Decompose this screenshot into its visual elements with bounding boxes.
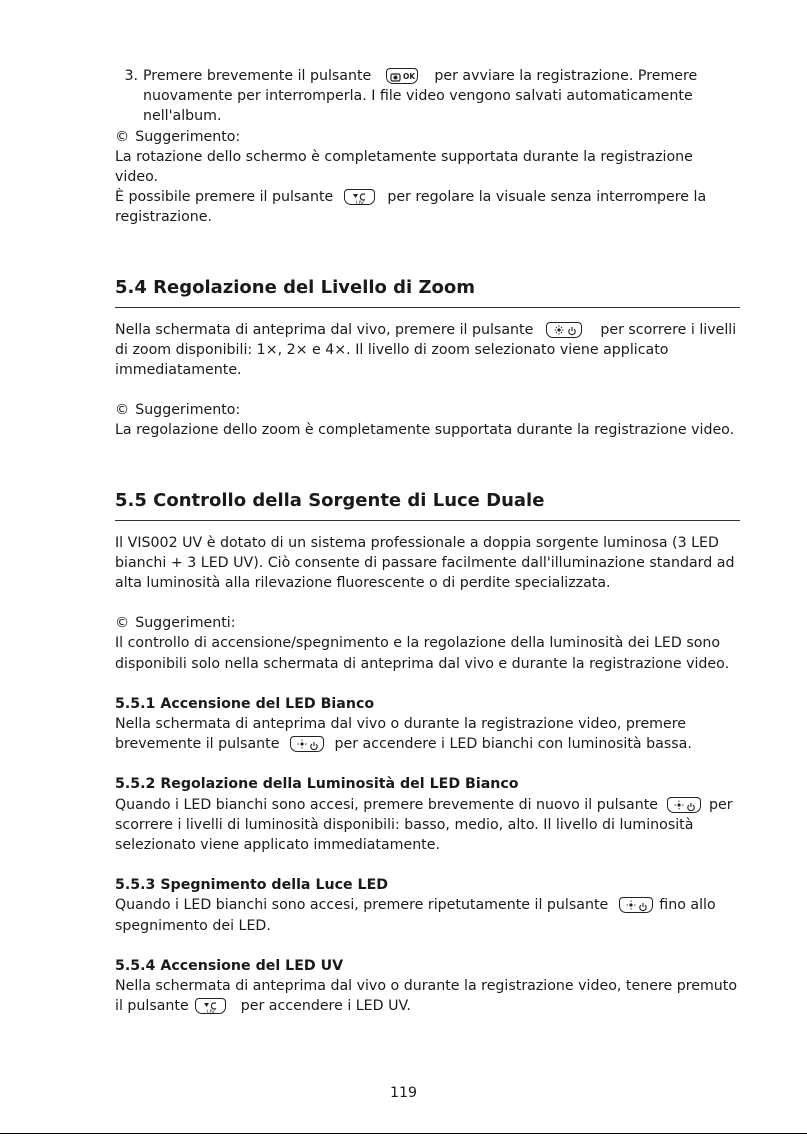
section-5-5-2-title: 5.5.2 Regolazione della Luminosità del LED Bianco — [115, 776, 519, 793]
section-5-5-3-body — [115, 895, 740, 935]
light-power-button-icon — [290, 736, 324, 752]
tip-label: Suggerimento: — [135, 402, 241, 419]
step-number: 3. — [124, 68, 138, 84]
tip-3-body: Il controllo di accensione/spegnimento e la regolazione della luminosità dei LED sono disponibili solo nella schermata di anteprima dal vivo e durante la registrazione video. — [115, 635, 730, 672]
tip-2-body: La regolazione dello zoom è completamente supportata durante la registrazione video. — [115, 422, 735, 439]
tip-1-text-before: È possibile premere il pulsante — [115, 189, 334, 206]
s553-text-after: fino allo spegnimento dei LED. — [115, 897, 716, 934]
tip-1-text-after: per regolare la visuale senza interrompere la registrazione. — [115, 189, 707, 226]
step-3 — [115, 66, 740, 127]
step-3-text-before: Premere brevemente il pulsante — [143, 68, 372, 84]
tip-icon: © — [115, 128, 130, 145]
tip-label: Suggerimenti: — [135, 615, 236, 632]
uv-capture-button-icon — [344, 189, 375, 205]
page-number: 119 — [389, 1085, 418, 1101]
tip-1-line: La rotazione dello schermo è completamente supportata durante la registrazione video. — [115, 148, 693, 186]
step-3-text-after: per avviare la registrazione. Premere nuovamente per interromperla. I file video vengono salvati automaticamente nell'album. — [143, 68, 698, 125]
section-5-5-title: 5.5 Controllo della Sorgente di Luce Duale — [115, 489, 740, 521]
s554-text-before: Nella schermata di anteprima dal vivo o durante la registrazione video, tenere premuto il pulsante — [115, 978, 738, 1015]
s551-text-before: Nella schermata di anteprima dal vivo o durante la registrazione video, premere brevemente il pulsante — [115, 716, 686, 753]
light-power-button-icon — [667, 797, 701, 813]
section-5-5-intro: Il VIS002 UV è dotato di un sistema professionale a doppia sorgente luminosa (3 LED bianchi + 3 LED UV). Ciò consente di passare facilmente dall'illuminazione standard ad alta luminosità alla rilevazione fluorescente o di perdite specializzata. — [115, 534, 735, 592]
tip-3-heading — [115, 613, 740, 633]
section-5-4-body — [115, 320, 740, 381]
s54-text-after: per scorrere i livelli di zoom disponibili: 1×, 2× e 4×. Il livello di zoom selezionato viene applicato immediatamente. — [115, 321, 737, 379]
section-5-5-2-body — [115, 795, 740, 856]
s54-text-before: Nella schermata di anteprima dal vivo, premere il pulsante — [115, 321, 534, 338]
tip-icon: © — [115, 402, 130, 419]
section-5-4-title: 5.4 Regolazione del Livello di Zoom — [115, 276, 740, 308]
uv-capture-button-icon — [195, 998, 226, 1014]
light-power-button-icon — [619, 897, 653, 913]
s554-text-after: per accendere i LED UV. — [240, 998, 411, 1015]
svg-text:UV: UV — [355, 200, 364, 207]
manual-page — [115, 66, 740, 1017]
section-5-5-3-title: 5.5.3 Spegnimento della Luce LED — [115, 877, 389, 894]
section-5-5-4-body — [115, 976, 740, 1016]
tip-1-body — [115, 147, 740, 228]
s552-text-after: per scorrere i livelli di luminosità disponibili: basso, medio, alto. Il livello di luminosità selezionato viene applicato immediatamente. — [115, 796, 733, 854]
section-5-5-1-body — [115, 714, 740, 754]
footer-divider — [0, 1133, 807, 1134]
section-5-5-1-title: 5.5.1 Accensione del LED Bianco — [115, 695, 375, 712]
svg-text:UV: UV — [207, 1009, 216, 1016]
camera-ok-button-icon — [386, 68, 418, 84]
s552-text-before: Quando i LED bianchi sono accesi, premere brevemente di nuovo il pulsante — [115, 796, 658, 813]
tip-1-heading — [115, 127, 740, 147]
tip-label: Suggerimento: — [135, 128, 241, 145]
light-power-button-icon — [546, 322, 582, 338]
svg-text:OK: OK — [402, 72, 415, 81]
s553-text-before: Quando i LED bianchi sono accesi, premere ripetutamente il pulsante — [115, 897, 609, 914]
s551-text-after: per accendere i LED bianchi con luminosità bassa. — [334, 736, 692, 753]
tip-2-heading — [115, 400, 740, 420]
tip-icon: © — [115, 615, 130, 632]
section-5-5-4-title: 5.5.4 Accensione del LED UV — [115, 957, 344, 974]
